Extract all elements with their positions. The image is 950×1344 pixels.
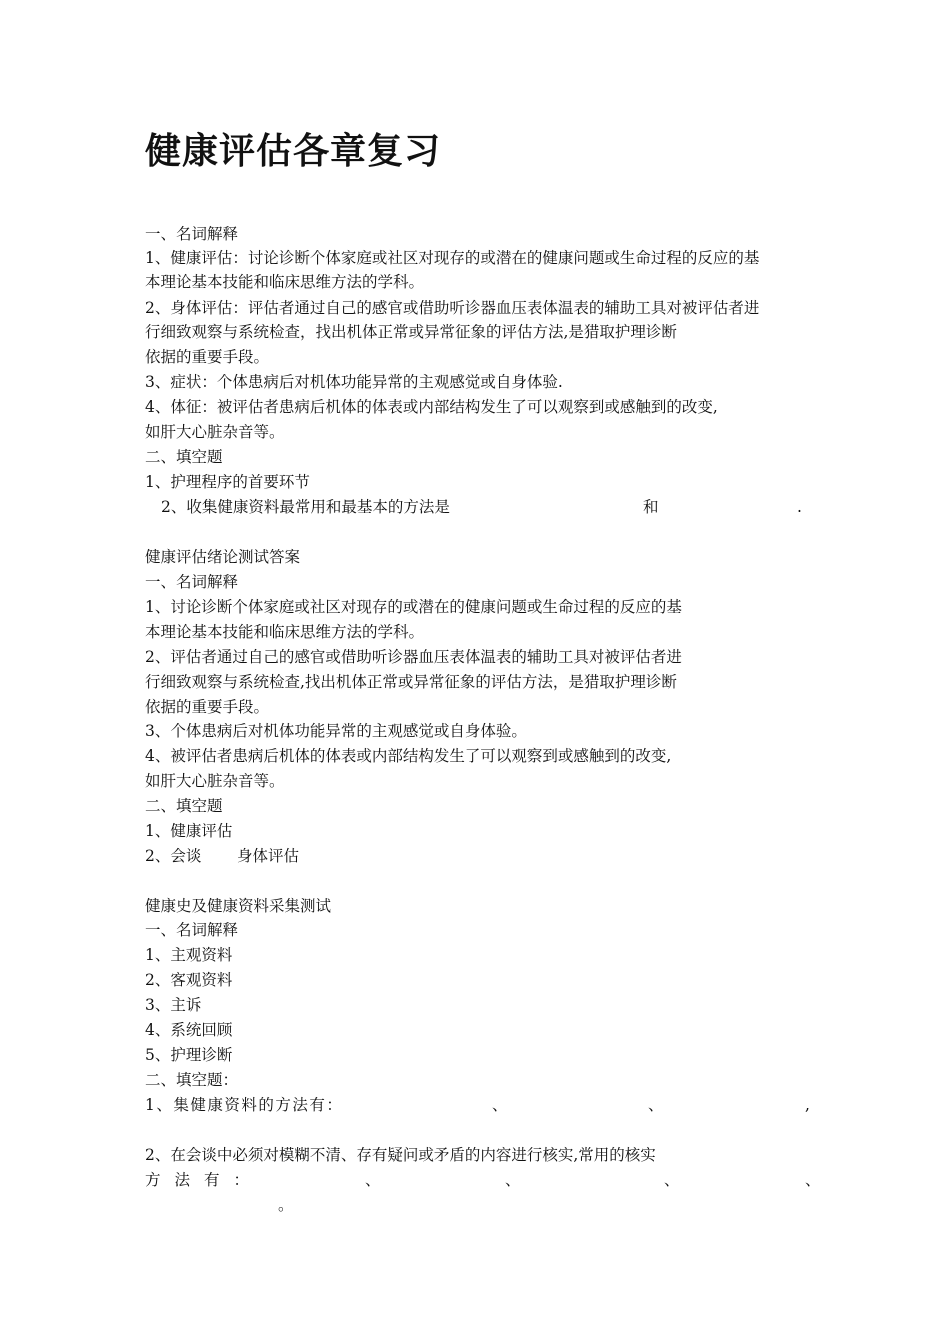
term-item: 1、主观资料: [145, 946, 233, 964]
section-heading: 一、名词解释: [145, 921, 239, 939]
section-heading: 一、名词解释: [145, 225, 239, 243]
blank-separator: ,: [805, 1096, 810, 1114]
definition-line: 2、身体评估：评估者通过自己的感官或借助听诊器血压表体温表的辅助工具对被评估者进: [145, 299, 760, 317]
blank-separator: 、: [365, 1171, 381, 1189]
answer-line: 2、评估者通过自己的感官或借助听诊器血压表体温表的辅助工具对被评估者进: [145, 648, 682, 666]
definition-line: 1、健康评估：讨论诊断个体家庭或社区对现存的或潜在的健康问题或生命过程的反应的基: [145, 249, 760, 267]
blank-separator: 、: [492, 1096, 508, 1114]
definition-line: 3、症状：个体患病后对机体功能异常的主观感觉或自身体验.: [145, 373, 563, 391]
section-heading: 二、填空题: [145, 448, 223, 466]
answer-line: 如肝大心脏杂音等。: [145, 772, 285, 790]
answer-line: 4、被评估者患病后机体的体表或内部结构发生了可以观察到或感触到的改变,: [145, 747, 672, 765]
blank-connector: 和: [643, 498, 659, 516]
fill-blank-question: 2、收集健康资料最常用和最基本的方法是: [161, 498, 450, 516]
blank-separator: 、: [505, 1171, 521, 1189]
fill-blank-question: 1、护理程序的首要环节: [145, 473, 310, 491]
answer-line: 本理论基本技能和临床思维方法的学科。: [145, 623, 425, 641]
section-heading: 一、名词解释: [145, 573, 239, 591]
answer-line: 身体评估: [237, 847, 300, 865]
section-title: 健康史及健康资料采集测试: [145, 897, 332, 915]
definition-line: 本理论基本技能和临床思维方法的学科。: [145, 273, 425, 291]
answer-line: 行细致观察与系统检查,找出机体正常或异常征象的评估方法，是猎取护理诊断: [145, 673, 677, 691]
section-heading: 二、填空题: [145, 797, 223, 815]
definition-line: 行细致观察与系统检查，找出机体正常或异常征象的评估方法,是猎取护理诊断: [145, 323, 677, 341]
term-item: 4、系统回顾: [145, 1021, 233, 1039]
blank-separator: 、: [805, 1171, 821, 1189]
section-title: 健康评估绪论测试答案: [145, 548, 301, 566]
blank-separator: 、: [648, 1096, 664, 1114]
fill-blank-question: 1、集健康资料的方法有：: [145, 1096, 344, 1114]
term-item: 2、客观资料: [145, 971, 233, 989]
answer-line: 2、会谈: [145, 847, 202, 865]
blank-separator: 、: [664, 1171, 680, 1189]
blank-end-mark: .: [797, 498, 802, 516]
definition-line: 依据的重要手段。: [145, 348, 270, 366]
answer-line: 1、讨论诊断个体家庭或社区对现存的或潜在的健康问题或生命过程的反应的基: [145, 598, 682, 616]
section-heading: 二、填空题：: [145, 1071, 239, 1089]
definition-line: 如肝大心脏杂音等。: [145, 423, 285, 441]
definition-line: 4、体征：被评估者患病后机体的体表或内部结构发生了可以观察到或感触到的改变,: [145, 398, 718, 416]
term-item: 3、主诉: [145, 996, 202, 1014]
term-item: 5、护理诊断: [145, 1046, 233, 1064]
answer-line: 3、个体患病后对机体功能异常的主观感觉或自身体验。: [145, 722, 527, 740]
answer-line: 1、健康评估: [145, 822, 233, 840]
document-title: 健康评估各章复习: [145, 130, 442, 172]
blank-end-mark: 。: [278, 1196, 294, 1214]
fill-blank-question: 方法有：: [145, 1171, 264, 1189]
fill-blank-question: 2、在会谈中必须对模糊不清、存有疑问或矛盾的内容进行核实,常用的核实: [145, 1146, 656, 1164]
answer-line: 依据的重要手段。: [145, 698, 270, 716]
